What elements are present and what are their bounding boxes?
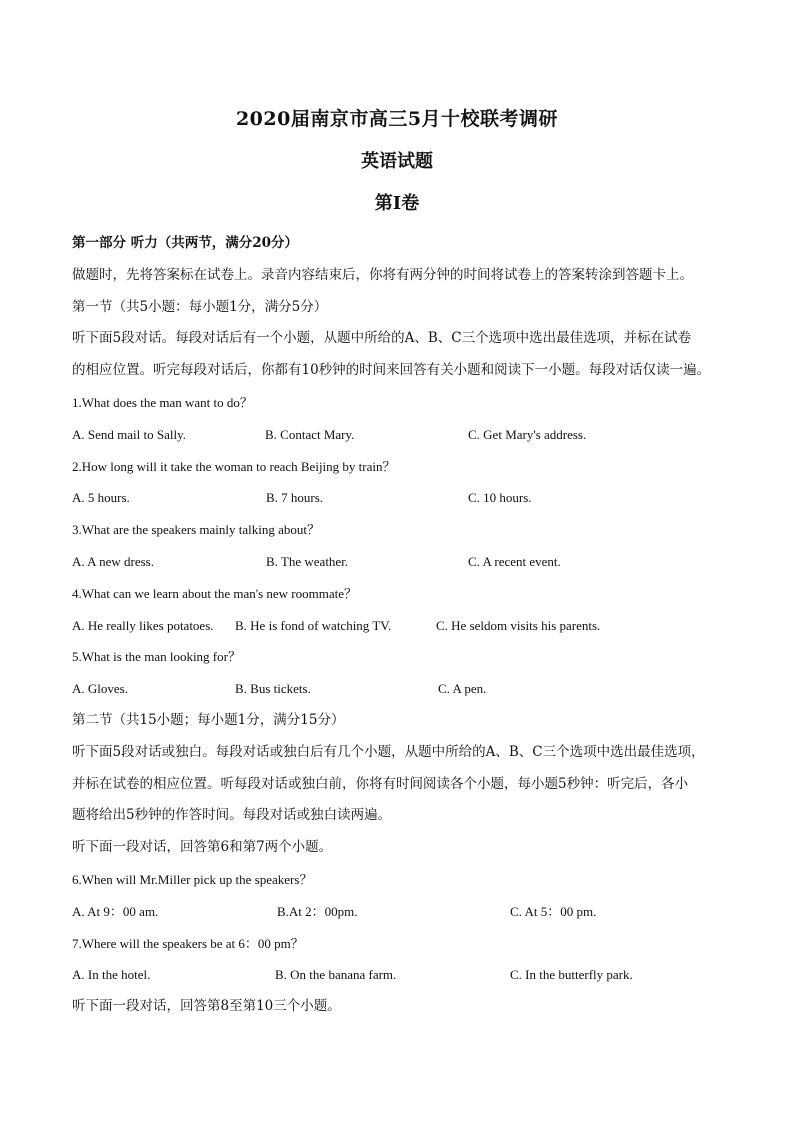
section2-instruction-line1: 听下面5段对话或独白。每段对话或独白后有几个小题，从题中所给的A、B、C三个选项中选出最佳选项，	[72, 743, 705, 760]
question-6-options	[72, 896, 732, 928]
question-7: 7.Where will the speakers be at 6：00 pm？	[72, 935, 304, 951]
option-a: A. Gloves.	[72, 681, 128, 697]
exam-volume: 第I卷	[374, 193, 420, 214]
option-b: B. He is fond of watching TV.	[235, 617, 392, 633]
option-a: A. A new dress.	[72, 553, 154, 569]
exam-subtitle: 英语试题	[361, 151, 433, 172]
section2-instruction-line3: 题将给出5秒钟的作答时间。每段对话或独白读两遍。	[72, 807, 392, 824]
option-c: C. Get Mary's address.	[468, 426, 587, 442]
question-1: 1.What does the man want to do？	[72, 394, 253, 410]
option-b: B. Bus tickets.	[235, 681, 311, 697]
option-b: B.At 2：00pm.	[277, 903, 358, 919]
option-c: C. In the butterfly park.	[510, 967, 633, 983]
question-5-options	[72, 673, 732, 705]
option-a: A. Send mail to Sally.	[72, 426, 186, 442]
listen-instruction-8-10: 听下面一段对话，回答第8至第10三个小题。	[72, 998, 341, 1015]
section2-instruction-line2: 并标在试卷的相应位置。听每段对话或独白前，你将有时间阅读各个小题，每小题5秒钟：听完后，各小	[72, 775, 689, 792]
question-3: 3.What are the speakers mainly talking about？	[72, 522, 321, 538]
option-c: C. At 5：00 pm.	[510, 903, 597, 919]
option-a: A. In the hotel.	[72, 967, 151, 983]
question-4: 4.What can we learn about the man's new roommate？	[72, 585, 357, 601]
option-b: B. Contact Mary.	[265, 426, 355, 442]
section2-heading: 第二节（共15小题；每小题1分，满分15分）	[72, 711, 345, 728]
option-a: A. 5 hours.	[72, 490, 130, 506]
option-c: C. 10 hours.	[468, 490, 532, 506]
option-a: A. He really likes potatoes.	[72, 617, 214, 633]
question-5: 5.What is the man looking for？	[72, 649, 241, 665]
option-c: C. A pen.	[438, 681, 487, 697]
section1-heading: 第一节（共5小题：每小题1分，满分5分）	[72, 298, 328, 315]
section1-instruction-line1: 听下面5段对话。每段对话后有一个小题，从题中所给的A、B、C三个选项中选出最佳选项，并标在试卷	[72, 330, 692, 347]
exam-content	[72, 228, 732, 1023]
question-7-options	[72, 959, 732, 991]
option-a: A. At 9：00 am.	[72, 903, 159, 919]
part1-heading: 第一部分 听力（共两节，满分20分）	[72, 235, 298, 251]
option-c: C. He seldom visits his parents.	[436, 617, 601, 633]
question-4-options	[72, 610, 732, 642]
question-6: 6.When will Mr.Miller pick up the speakers？	[72, 871, 313, 887]
option-c: C. A recent event.	[468, 553, 561, 569]
question-1-options	[72, 419, 732, 451]
section1-instruction-line2: 的相应位置。听完每段对话后，你都有10秒钟的时间来回答有关小题和阅读下一小题。每段对话仅读一遍。	[72, 362, 711, 379]
option-b: B. On the banana farm.	[275, 967, 397, 983]
option-b: B. 7 hours.	[266, 490, 324, 506]
part1-instruction: 做题时，先将答案标在试卷上。录音内容结束后，你将有两分钟的时间将试卷上的答案转涂到答题卡上。	[72, 266, 693, 283]
option-b: B. The weather.	[266, 553, 349, 569]
listen-instruction-6-7: 听下面一段对话，回答第6和第7两个小题。	[72, 839, 333, 856]
question-2-options	[72, 482, 732, 514]
question-2: 2.How long will it take the woman to reach Beijing by train？	[72, 458, 396, 474]
exam-title: 2020届南京市高三5月十校联考调研	[235, 108, 559, 130]
question-3-options	[72, 546, 732, 578]
